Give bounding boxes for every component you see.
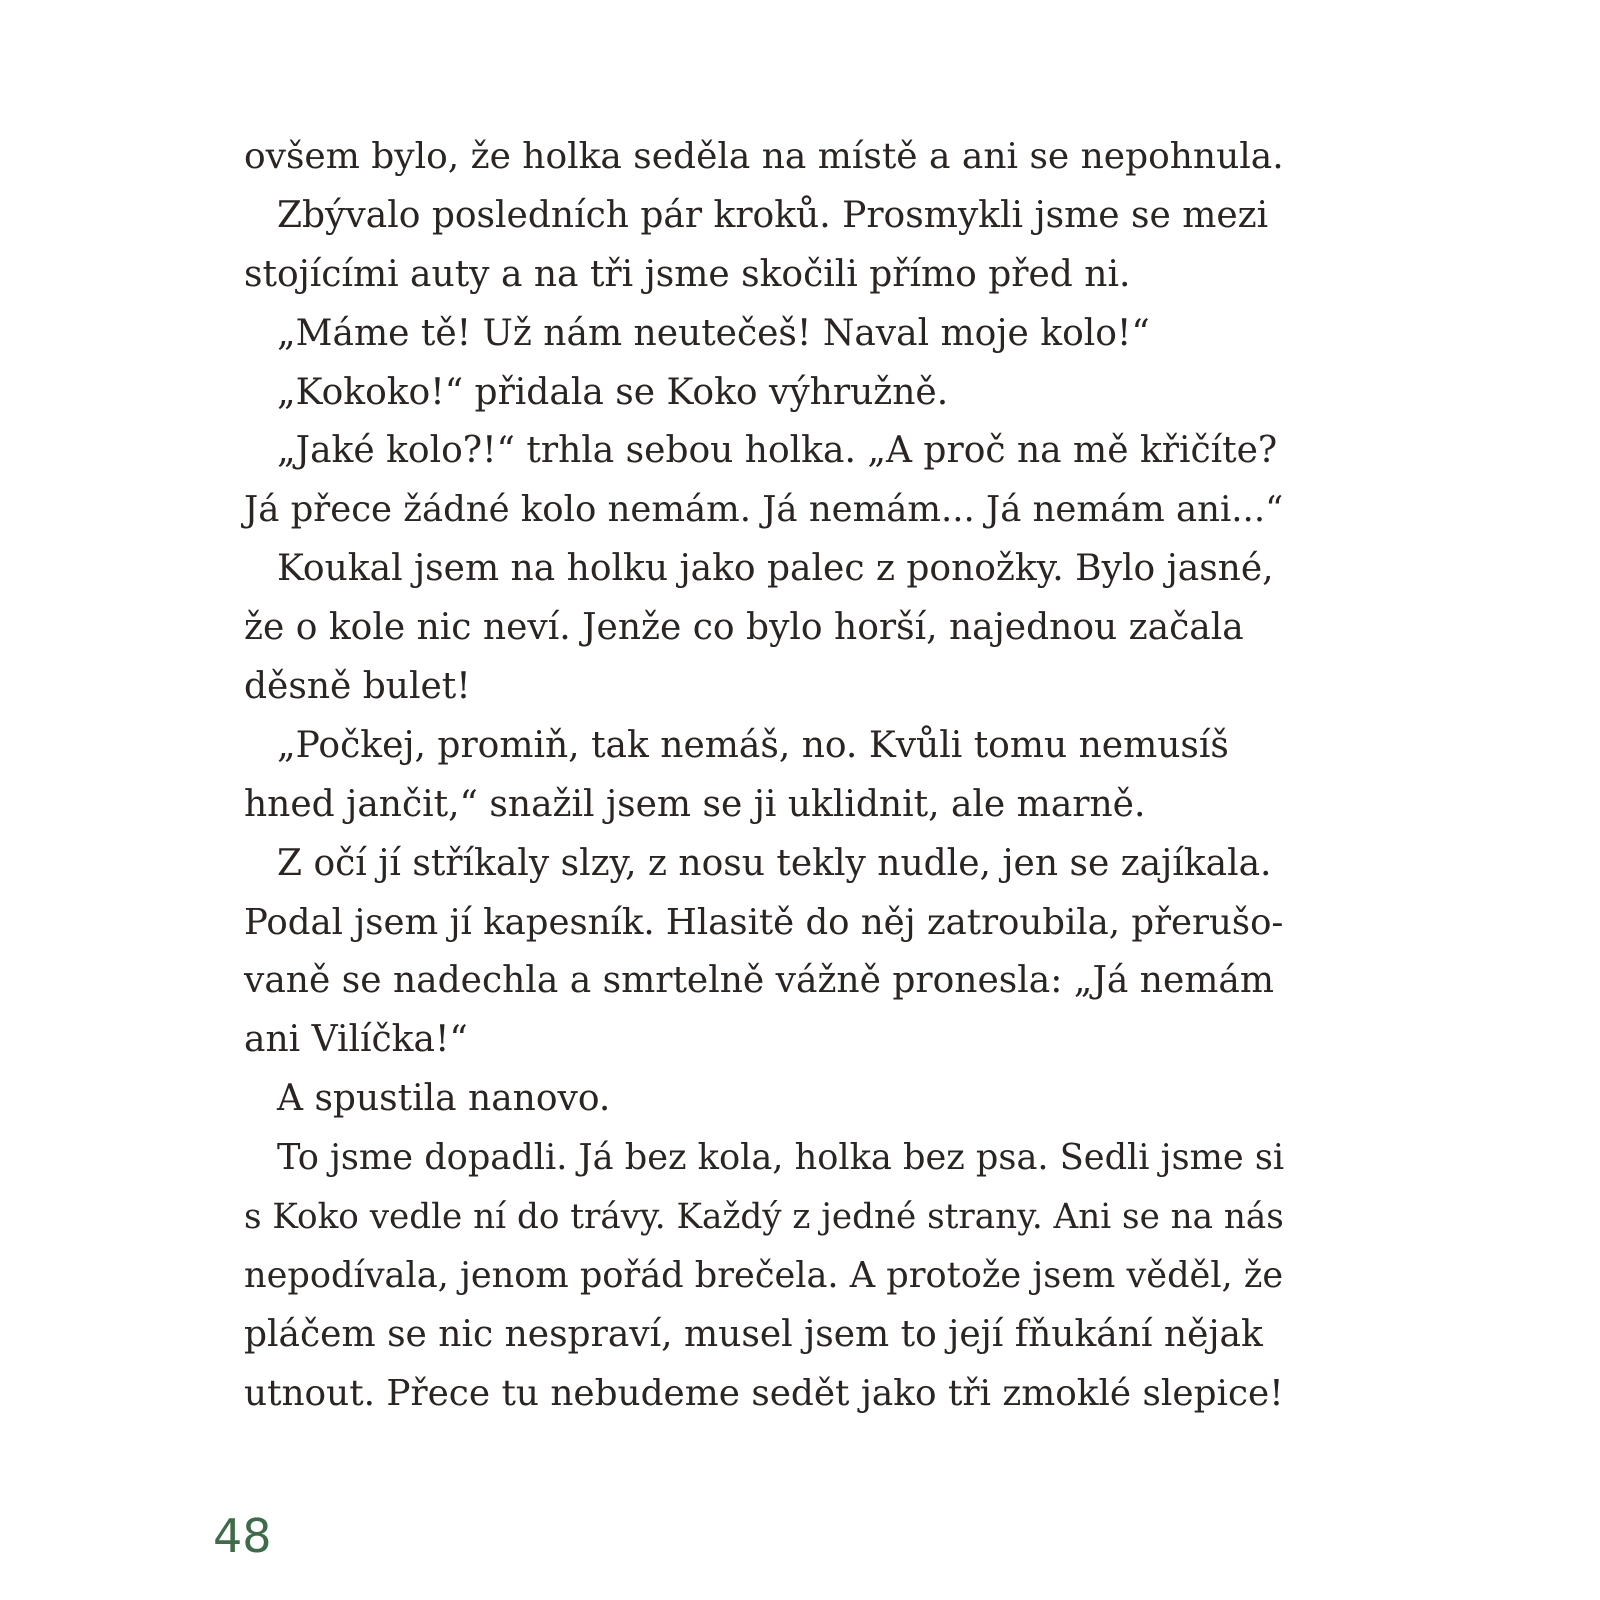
text-line: Já přece žádné kolo nemám. Já nemám... Já nemám ani...“ xyxy=(244,489,1284,531)
text-line: nepodívala, jenom pořád brečela. A protože jsem věděl, že xyxy=(244,1254,1284,1296)
page-number: 48 xyxy=(213,1509,272,1563)
text-line: děsně bulet! xyxy=(244,666,471,708)
text-line: A spustila nanovo. xyxy=(277,1078,611,1120)
text-line: že o kole nic neví. Jenže co bylo horší, najednou začala xyxy=(244,607,1244,649)
text-line: pláčem se nic nespraví, musel jsem to její fňukání nějak xyxy=(244,1313,1263,1355)
text-line: „Kokoko!“ přidala se Koko výhružně. xyxy=(277,371,949,413)
text-line: ani Vilíčka!“ xyxy=(244,1019,468,1061)
text-line: ovšem bylo, že holka seděla na místě a ani se nepohnula. xyxy=(244,136,1284,177)
text-line: utnout. Přece tu nebudeme sedět jako tři zmoklé slepice! xyxy=(244,1372,1284,1414)
text-line: Podal jsem jí kapesník. Hlasitě do něj zatroubila, přerušo- xyxy=(244,901,1284,943)
text-line: „Máme tě! Už nám neutečeš! Naval moje kolo!“ xyxy=(277,312,1150,354)
text-line: stojícími auty a na tři jsme skočili přímo před ni. xyxy=(244,253,1131,295)
text-line: „Jaké kolo?!“ trhla sebou holka. „A proč na mě křičíte? xyxy=(277,430,1278,472)
text-line: „Počkej, promiň, tak nemáš, no. Kvůli tomu nemusíš xyxy=(277,724,1229,766)
text-line: vaně se nadechla a smrtelně vážně pronesla: „Já nemám xyxy=(244,960,1275,1002)
body-text xyxy=(244,128,1284,1424)
text-line: To jsme dopadli. Já bez kola, holka bez psa. Sedli jsme si xyxy=(277,1137,1285,1179)
text-line: Koukal jsem na holku jako palec z ponožky. Bylo jasné, xyxy=(277,548,1274,590)
text-line: s Koko vedle ní do trávy. Každý z jedné strany. Ani se na nás xyxy=(244,1197,1284,1238)
text-line: Zbývalo posledních pár kroků. Prosmykli jsme se mezi xyxy=(277,194,1269,236)
text-line: Z očí jí stříkaly slzy, z nosu tekly nudle, jen se zajíkala. xyxy=(277,842,1272,884)
text-line: hned jančit,“ snažil jsem se ji uklidnit, ale marně. xyxy=(244,783,1146,825)
